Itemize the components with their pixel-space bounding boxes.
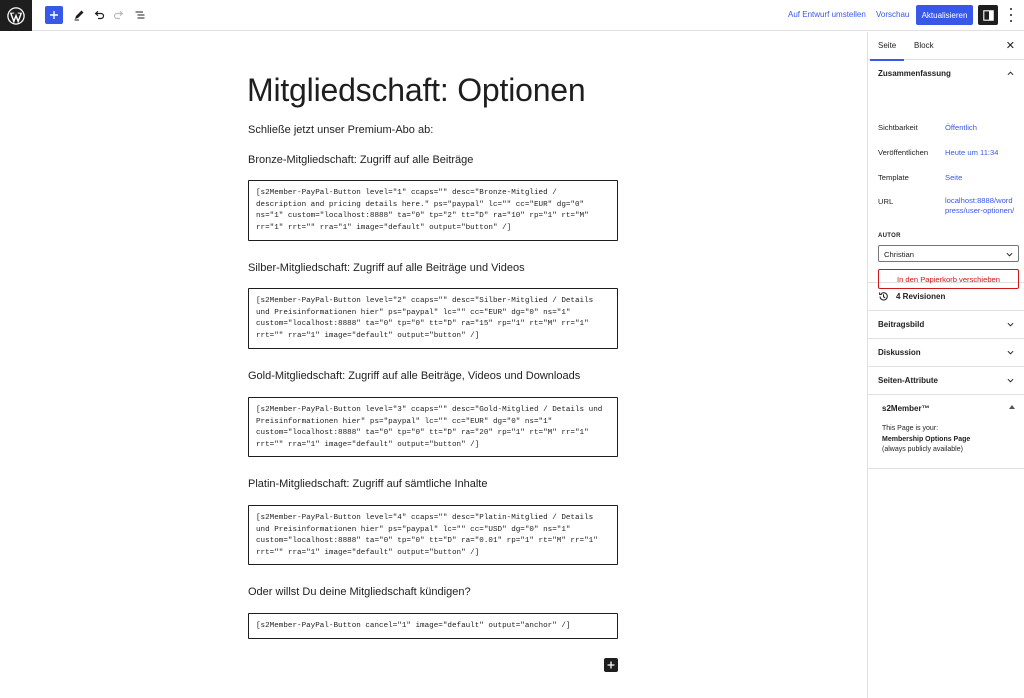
tab-block[interactable]: Block xyxy=(914,41,934,50)
shortcode-block[interactable]: [s2Member-PayPal-Button level="1" ccaps="" desc="Bronze-Mitglied / description and pricing details here." ps="paypal" lc="" cc="EUR" dg="0" ns="1" custom="localhost:8888" ta="0" tp="2" tt="D" ra="10" rp="1" rt="M" rr="1" rrt="" rra="1" image="default" output="button" /] xyxy=(248,180,618,241)
edit-tools-pencil-icon[interactable] xyxy=(70,6,88,24)
move-to-trash-button[interactable]: In den Papierkorb verschieben xyxy=(878,269,1019,289)
preview-button[interactable]: Vorschau xyxy=(876,10,910,19)
author-label: AUTOR xyxy=(878,233,901,239)
visibility-label: Sichtbarkeit xyxy=(878,123,918,132)
paragraph-block[interactable]: Silber-Mitgliedschaft: Zugriff auf alle Beiträge und Videos xyxy=(248,262,525,274)
caret-up-icon[interactable] xyxy=(1009,405,1015,409)
paragraph-block[interactable]: Platin-Mitgliedschaft: Zugriff auf sämtliche Inhalte xyxy=(248,478,488,490)
editor-canvas xyxy=(0,32,867,698)
discussion-panel[interactable] xyxy=(868,339,1024,367)
document-overview-icon[interactable] xyxy=(131,6,149,24)
summary-heading: Zusammenfassung xyxy=(878,69,951,78)
shortcode-block[interactable]: [s2Member-PayPal-Button level="4" ccaps="" desc="Platin-Mitglied / Details und Preisinformationen hier" ps="paypal" lc="" cc="USD" dg="0" ns="1" custom="localhost:8888" ta="0" tp="0" tt="D" ra="0.01" rp="1" rt="M" rr="1" rrt="" rra="1" image="default" output="button" /] xyxy=(248,505,618,565)
paragraph-block[interactable]: Bronze-Mitgliedschaft: Zugriff auf alle Beiträge xyxy=(248,154,474,166)
undo-icon[interactable] xyxy=(90,6,108,24)
revisions-label: 4 Revisionen xyxy=(896,292,946,301)
shortcode-block[interactable]: [s2Member-PayPal-Button cancel="1" image="default" output="anchor" /] xyxy=(248,613,618,639)
post-title[interactable]: Mitgliedschaft: Optionen xyxy=(247,72,586,108)
summary-panel-toggle[interactable] xyxy=(868,60,1024,88)
panel-title: Seiten-Attribute xyxy=(878,376,938,385)
chevron-down-icon xyxy=(1007,321,1014,328)
tab-page[interactable]: Seite xyxy=(878,41,897,50)
url-label: URL xyxy=(878,197,894,206)
chevron-up-icon xyxy=(1007,70,1014,77)
s2member-panel xyxy=(868,395,1024,469)
add-block-button[interactable] xyxy=(604,658,618,672)
page-attributes-panel[interactable] xyxy=(868,367,1024,395)
editor-header xyxy=(0,0,1024,31)
publish-value[interactable]: Heute um 11:34 xyxy=(945,148,999,157)
paragraph-block[interactable]: Oder willst Du deine Mitgliedschaft kündigen? xyxy=(248,586,471,598)
paragraph-block[interactable]: Gold-Mitgliedschaft: Zugriff auf alle Beiträge, Videos und Downloads xyxy=(248,370,581,382)
template-label: Template xyxy=(878,173,909,182)
author-value: Christian xyxy=(884,250,914,259)
s2member-heading[interactable]: s2Member™ xyxy=(882,404,930,413)
shortcode-block[interactable]: [s2Member-PayPal-Button level="2" ccaps="" desc="Silber-Mitglied / Details und Preisinformationen hier" ps="paypal" lc="" cc="EUR" dg="0" ns="1" custom="localhost:8888" ta="0" tp="0" tt="D" ra="15" rp="1" rt="M" rr="1" rrt="" rra="1" image="default" output="button" /] xyxy=(248,288,618,349)
summary-panel xyxy=(868,60,1024,283)
add-block-toggle-button[interactable] xyxy=(45,6,63,24)
update-button[interactable]: Aktualisieren xyxy=(916,5,973,25)
history-icon xyxy=(878,291,889,302)
redo-icon[interactable] xyxy=(110,6,128,24)
publish-label: Veröffentlichen xyxy=(878,148,929,157)
template-value[interactable]: Seite xyxy=(945,173,963,182)
visibility-value[interactable]: Öffentlich xyxy=(945,123,977,132)
settings-sidebar-toggle-icon[interactable] xyxy=(978,5,998,25)
s2member-line: This Page is your: xyxy=(882,425,939,432)
panel-title: Beitragsbild xyxy=(878,320,925,329)
options-menu-icon[interactable] xyxy=(1005,8,1017,22)
shortcode-block[interactable]: [s2Member-PayPal-Button level="3" ccaps="" desc="Gold-Mitglied / Details und Preisinformationen hier" ps="paypal" lc="" cc="EUR" dg="0" ns="1" custom="localhost:8888" ta="0" tp="0" tt="D" ra="20" rp="1" rt="M" rr="1" rrt="" rra="1" image="default" output="button" /] xyxy=(248,397,618,457)
sidebar-tabs xyxy=(868,32,1024,60)
switch-to-draft-button[interactable]: Auf Entwurf umstellen xyxy=(788,10,866,19)
author-select[interactable] xyxy=(878,245,1019,262)
s2member-info xyxy=(882,424,970,456)
featured-image-panel[interactable] xyxy=(868,311,1024,339)
s2member-line: (always publicly available) xyxy=(882,446,963,453)
chevron-down-icon xyxy=(1007,349,1014,356)
url-value[interactable]: localhost:8888/wordpress/user-optionen/ xyxy=(945,196,1015,215)
close-icon[interactable]: ✕ xyxy=(1005,40,1015,52)
wordpress-logo-icon[interactable] xyxy=(0,0,32,31)
panel-title: Diskussion xyxy=(878,348,921,357)
paragraph-block[interactable]: Schließe jetzt unser Premium-Abo ab: xyxy=(248,124,434,136)
chevron-down-icon xyxy=(1006,251,1013,258)
chevron-down-icon xyxy=(1007,377,1014,384)
settings-sidebar xyxy=(867,32,1024,698)
s2member-line: Membership Options Page xyxy=(882,435,971,443)
revisions-link[interactable] xyxy=(868,283,1024,311)
